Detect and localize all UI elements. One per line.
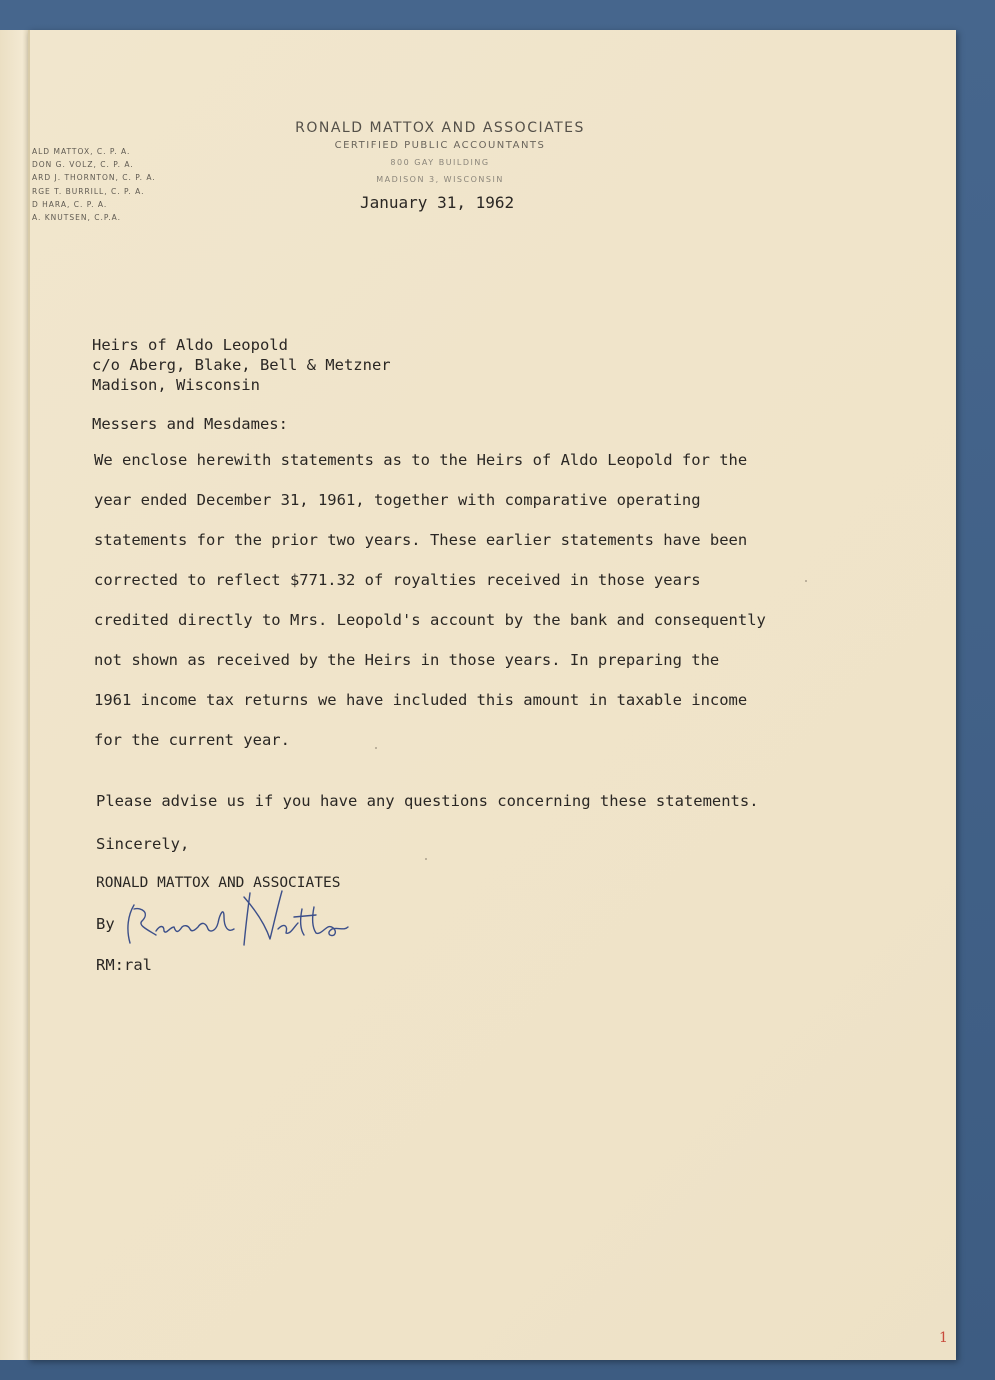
body-line: credited directly to Mrs. Leopold's account by the bank and consequently bbox=[94, 611, 766, 629]
typist-initials: RM:ral bbox=[96, 956, 152, 974]
complimentary-close: Sincerely, bbox=[96, 835, 190, 853]
body-line: year ended December 31, 1961, together with comparative operating bbox=[94, 491, 701, 509]
letterhead-subtitle: CERTIFIED PUBLIC ACCOUNTANTS bbox=[334, 140, 546, 151]
speck bbox=[425, 858, 427, 860]
signature-firm-name: RONALD MATTOX AND ASSOCIATES bbox=[96, 875, 341, 891]
closing-paragraph: Please advise us if you have any questions concerning these statements. bbox=[96, 792, 759, 810]
speck bbox=[805, 580, 807, 582]
letterhead-address-line2: MADISON 3, WISCONSIN bbox=[376, 175, 504, 184]
partner-name: RGE T. BURRILL, C. P. A. bbox=[32, 186, 145, 196]
recipient-address bbox=[92, 335, 391, 395]
handwritten-signature bbox=[120, 883, 360, 953]
body-line: We enclose herewith statements as to the Heirs of Aldo Leopold for the bbox=[94, 451, 748, 469]
partner-name: D HARA, C. P. A. bbox=[32, 199, 108, 209]
body-line: corrected to reflect $771.32 of royalties received in those years bbox=[94, 571, 701, 589]
partner-name: ARD J. THORNTON, C. P. A. bbox=[32, 173, 156, 183]
page-number: 1 bbox=[939, 1330, 948, 1346]
recipient-line: c/o Aberg, Blake, Bell & Metzner bbox=[92, 356, 391, 374]
body-line: 1961 income tax returns we have included this amount in taxable income bbox=[94, 691, 748, 709]
recipient-line: Madison, Wisconsin bbox=[92, 376, 260, 394]
letter-date: January 31, 1962 bbox=[360, 193, 515, 212]
salutation: Messers and Mesdames: bbox=[92, 415, 288, 433]
partner-name: A. KNUTSEN, C.P.A. bbox=[32, 212, 121, 222]
by-label: By bbox=[96, 915, 115, 933]
body-line: statements for the prior two years. These earlier statements have been bbox=[94, 531, 748, 549]
letterhead bbox=[30, 30, 956, 260]
partner-name: DON G. VOLZ, C. P. A. bbox=[32, 160, 134, 170]
partner-name: ALD MATTOX, C. P. A. bbox=[32, 147, 131, 156]
body-line: for the current year. bbox=[94, 731, 290, 749]
letter-page bbox=[28, 30, 956, 1360]
speck bbox=[375, 747, 377, 749]
letterhead-firm-name: RONALD MATTOX AND ASSOCIATES bbox=[295, 120, 585, 136]
partner-list bbox=[32, 145, 222, 224]
recipient-line: Heirs of Aldo Leopold bbox=[92, 336, 288, 354]
letterhead-address-line1: 800 GAY BUILDING bbox=[390, 158, 490, 167]
letter-body bbox=[94, 450, 854, 770]
body-line: not shown as received by the Heirs in those years. In preparing the bbox=[94, 651, 720, 669]
